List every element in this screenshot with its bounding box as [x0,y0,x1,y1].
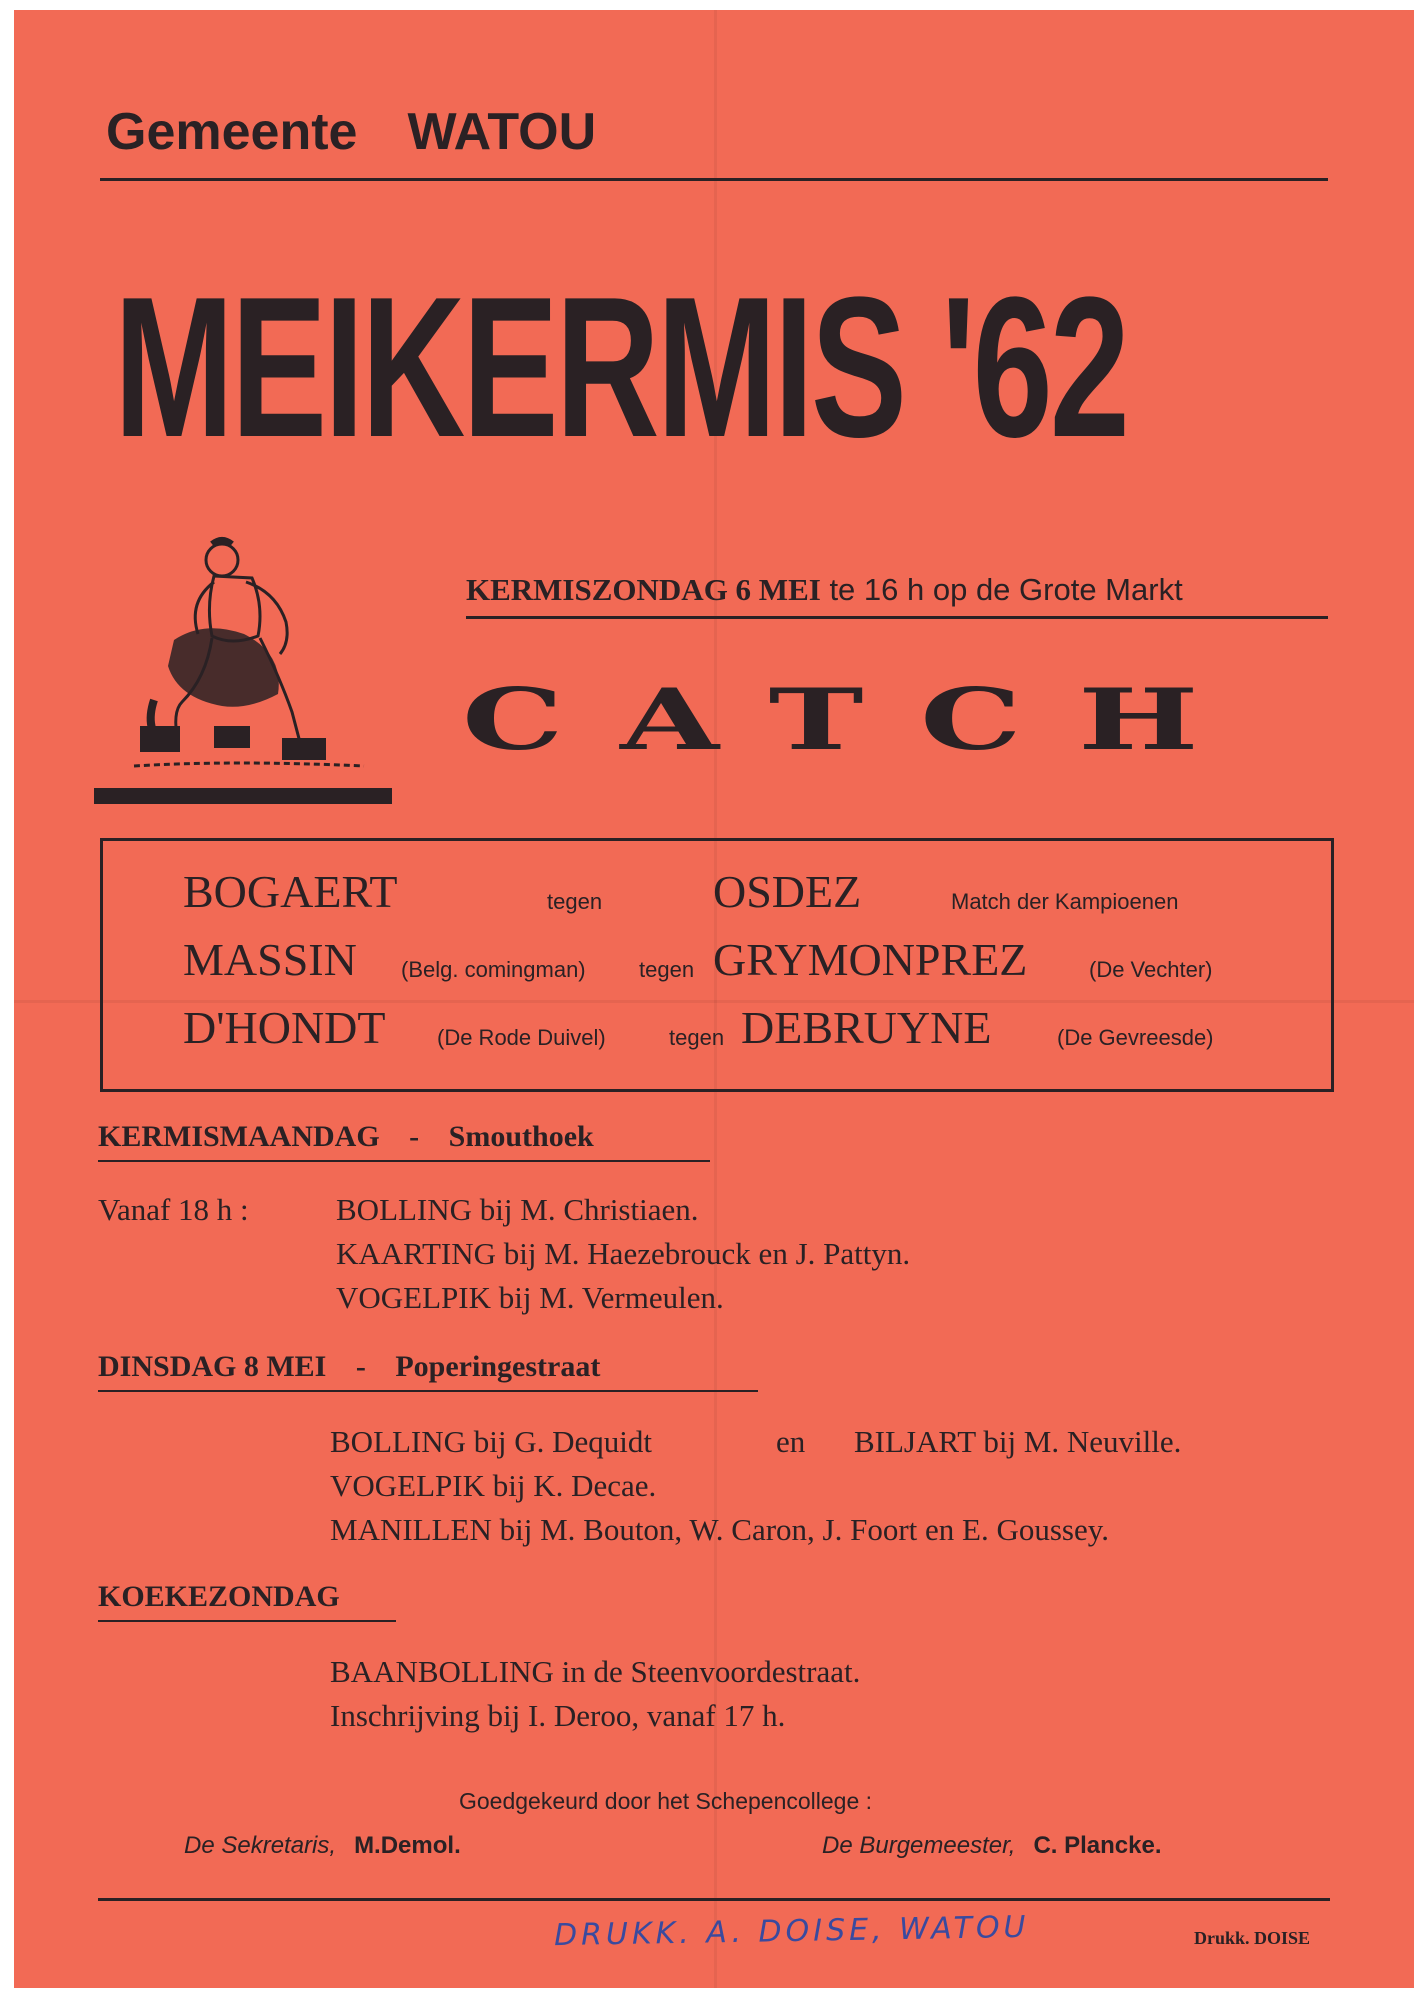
tuesday-dash: - [355,1350,366,1383]
sunday-date: KERMISZONDAG 6 MEI [466,572,821,607]
municipality-heading [106,102,596,162]
match-2-vs: tegen [639,957,695,982]
match-2-fighter-a: MASSIN [183,934,357,985]
monday-heading [98,1120,594,1154]
wrestlers-illustration [114,530,384,780]
monday-dash: - [409,1120,420,1153]
match-3-fighter-b: DEBRUYNE [741,1002,992,1053]
approval-text: Goedgekeurd door het Schepencollege : [459,1788,873,1814]
tuesday-item: BOLLING bij G. Dequidt [330,1424,653,1459]
monday-item: KAARTING bij M. Haezebrouck en J. Pattyn. [336,1236,911,1271]
koekezondag-item: Inschrijving bij I. Deroo, vanaf 17 h. [330,1698,786,1733]
divider [100,178,1328,181]
printer-credit: Drukk. DOISE [1194,1928,1311,1948]
tuesday-heading [98,1350,600,1384]
catch-heading: CATCH [462,670,1256,770]
match-2-fighter-b: GRYMONPREZ [713,934,1028,985]
handwritten-note: DRUKK. A. DOISE, WATOU [553,1909,1030,1954]
mayor-signature [822,1832,1162,1860]
town-name: WATOU [407,103,597,161]
tuesday-item: BILJART bij M. Neuville. [854,1424,1182,1459]
secretary-name: M.Demol. [354,1832,461,1859]
tuesday-place: Poperingestraat [395,1350,601,1383]
match-3-note: (De Gevreesde) [1057,1025,1214,1050]
divider [466,616,1328,619]
secretary-signature [184,1832,461,1860]
match-3-vs: tegen [669,1025,725,1050]
match-3-fighter-a: D'HONDT [183,1002,386,1053]
mayor-title: De Burgemeester, [822,1832,1016,1859]
secretary-title: De Sekretaris, [184,1832,337,1859]
mayor-name: C. Plancke. [1033,1832,1162,1859]
match-1-fighter-a: BOGAERT [183,866,398,917]
divider [98,1620,396,1622]
tuesday-day: DINSDAG 8 MEI [98,1350,327,1383]
poster [14,10,1414,1988]
gemeente-label: Gemeente [106,103,358,161]
divider [98,1160,710,1162]
illustration-base-bar [94,788,392,804]
koekezondag-heading: KOEKEZONDAG [98,1580,340,1613]
match-2-note: (De Vechter) [1089,957,1213,982]
match-1-note: Match der Kampioenen [951,889,1179,914]
monday-day: KERMISMAANDAG [98,1120,380,1153]
sunday-details: te 16 h op de Grote Markt [829,572,1183,607]
match-1-vs: tegen [547,889,603,914]
sunday-line [466,572,1183,608]
monday-item: VOGELPIK bij M. Vermeulen. [336,1280,724,1315]
poster-title: MEIKERMIS '62 [114,256,1128,479]
tuesday-conjunction: en [776,1424,806,1459]
divider [98,1898,1330,1901]
tuesday-item: MANILLEN bij M. Bouton, W. Caron, J. Foort en E. Goussey. [330,1512,1109,1547]
monday-place: Smouthoek [448,1120,594,1153]
match-3-fighter-a-note: (De Rode Duivel) [437,1025,606,1050]
match-1-fighter-b: OSDEZ [713,866,862,917]
match-2-fighter-a-note: (Belg. comingman) [401,957,586,982]
koekezondag-item: BAANBOLLING in de Steenvoordestraat. [330,1654,861,1689]
monday-item: BOLLING bij M. Christiaen. [336,1192,699,1227]
matches-box [100,838,1334,1092]
divider [98,1390,758,1392]
tuesday-item: VOGELPIK bij K. Decae. [330,1468,657,1503]
monday-from: Vanaf 18 h : [98,1192,249,1227]
